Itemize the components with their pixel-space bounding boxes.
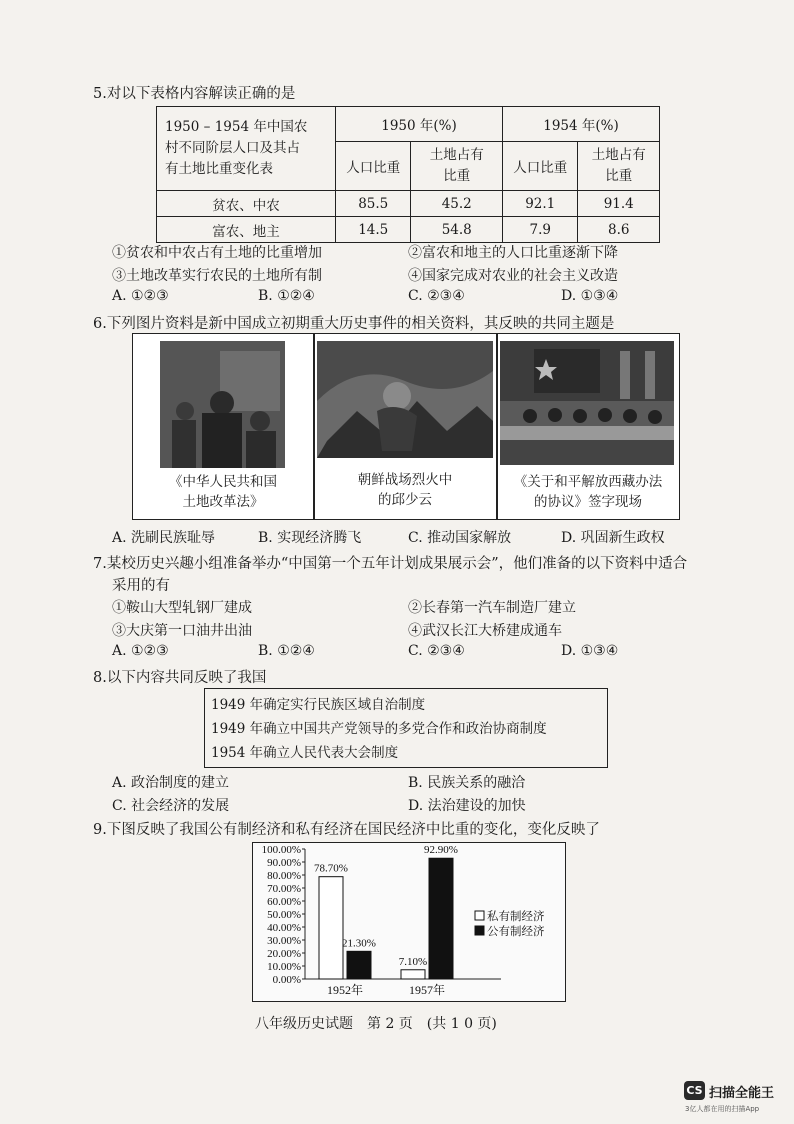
x-tick-label: 1952年	[326, 983, 364, 997]
q7-choice-a[interactable]: A. ①②③	[112, 643, 169, 659]
table-row: 贫农、中农 85.5 45.2 92.1 91.4	[157, 191, 660, 217]
header-1954: 1954 年(%)	[503, 107, 660, 142]
q8-stem: 8.以下内容共同反映了我国	[93, 670, 267, 686]
q8-box-line-1: 1949 年确定实行民族区域自治制度	[211, 697, 426, 713]
col-population-1954: 人口比重	[503, 142, 578, 191]
bar-private	[401, 970, 425, 979]
q6-choice-b[interactable]: B. 实现经济腾飞	[258, 530, 362, 546]
scanner-tagline: 3亿人都在用的扫描App	[685, 1105, 760, 1113]
table-corner-title: 1950 – 1954 年中国农 村不同阶层人口及其占 有土地比重变化表	[157, 107, 336, 191]
q5-item-1: ①贫农和中农占有土地的比重增加	[112, 245, 322, 261]
y-tick-label: 70.00%	[267, 883, 301, 895]
q7-item-4: ④武汉长江大桥建成通车	[408, 623, 562, 639]
data-label: 21.30%	[342, 937, 376, 950]
caption-land-reform: 《中华人民共和国 土地改革法》	[169, 474, 277, 510]
legend-swatch	[475, 926, 484, 935]
col-land-1954: 土地占有 比重	[578, 142, 660, 191]
y-tick-label: 90.00%	[267, 857, 301, 869]
land-reform-photo	[160, 341, 285, 468]
q5-choice-a[interactable]: A. ①②③	[112, 288, 169, 304]
scanner-watermark	[684, 1081, 784, 1115]
q8-choice-b[interactable]: B. 民族关系的融洽	[408, 775, 526, 791]
x-tick-label: 1957年	[408, 983, 446, 997]
y-tick-label: 80.00%	[267, 870, 301, 882]
q5-choice-d[interactable]: D. ①③④	[561, 288, 619, 304]
q8-choice-d[interactable]: D. 法治建设的加快	[408, 798, 526, 814]
y-tick-label: 60.00%	[267, 896, 301, 908]
data-label: 7.10%	[398, 955, 428, 968]
page-footer: 八年级历史试题 第 2 页 (共 1 0 页)	[255, 1016, 497, 1032]
q9-stem: 9.下图反映了我国公有制经济和私有经济在国民经济中比重的变化，变化反映了	[93, 822, 600, 838]
y-tick-label: 30.00%	[267, 935, 301, 947]
cs-logo-icon: CS	[684, 1081, 705, 1100]
caption-tibet-agreement: 《关于和平解放西藏办法 的协议》签字现场	[513, 474, 663, 510]
q6-image-strip	[132, 333, 680, 520]
q7-item-1: ①鞍山大型轧钢厂建成	[112, 600, 252, 616]
q6-choice-d[interactable]: D. 巩固新生政权	[561, 530, 665, 546]
legend-label: 私有制经济	[487, 911, 545, 923]
q8-box-line-3: 1954 年确立人民代表大会制度	[211, 745, 399, 761]
q5-stem: 5.对以下表格内容解读正确的是	[93, 86, 296, 102]
q7-choice-d[interactable]: D. ①③④	[561, 643, 619, 659]
y-tick-label: 50.00%	[267, 909, 301, 921]
scanner-name: 扫描全能王	[709, 1086, 775, 1101]
header-1950: 1950 年(%)	[336, 107, 503, 142]
q8-box-line-2: 1949 年确立中国共产党领导的多党合作和政治协商制度	[211, 721, 547, 737]
q7-stem-line1: 7.某校历史兴趣小组准备举办“中国第一个五年计划成果展示会”，他们准备的以下资料中适合	[93, 556, 688, 572]
q8-choice-a[interactable]: A. 政治制度的建立	[112, 775, 230, 791]
bar-public	[347, 951, 371, 979]
data-label: 92.90%	[424, 844, 458, 857]
y-tick-label: 20.00%	[267, 948, 301, 960]
q7-item-2: ②长春第一汽车制造厂建立	[408, 600, 576, 616]
bar-private	[319, 877, 343, 979]
legend-label: 公有制经济	[487, 926, 545, 938]
q5-choice-b[interactable]: B. ①②④	[258, 288, 315, 304]
caption-qiu-shaoyun: 朝鲜战场烈火中 的邱少云	[357, 472, 453, 508]
ownership-bar-chart	[252, 842, 566, 1002]
tibet-agreement-photo	[500, 341, 674, 465]
col-land-1950: 土地占有 比重	[411, 142, 503, 191]
q6-choice-a[interactable]: A. 洗刷民族耻辱	[112, 530, 216, 546]
qiu-shaoyun-painting	[317, 341, 493, 458]
q5-item-3: ③土地改革实行农民的土地所有制	[112, 268, 322, 284]
chart-svg	[253, 843, 565, 1001]
y-tick-label: 100.00%	[261, 844, 301, 856]
y-tick-label: 10.00%	[267, 961, 301, 973]
q5-item-4: ④国家完成对农业的社会主义改造	[408, 268, 618, 284]
q5-table	[156, 106, 660, 243]
q8-info-box	[204, 688, 608, 768]
y-tick-label: 0.00%	[272, 974, 301, 986]
q6-choice-c[interactable]: C. 推动国家解放	[408, 530, 512, 546]
legend-swatch	[475, 911, 484, 920]
q7-choice-c[interactable]: C. ②③④	[408, 643, 465, 659]
table-row: 富农、地主 14.5 54.8 7.9 8.6	[157, 217, 660, 243]
data-label: 78.70%	[314, 862, 348, 875]
q7-stem-line2: 采用的有	[112, 578, 170, 594]
q5-choice-c[interactable]: C. ②③④	[408, 288, 465, 304]
bar-public	[429, 858, 453, 979]
col-population-1950: 人口比重	[336, 142, 411, 191]
y-tick-label: 40.00%	[267, 922, 301, 934]
q7-choice-b[interactable]: B. ①②④	[258, 643, 315, 659]
q8-choice-c[interactable]: C. 社会经济的发展	[112, 798, 230, 814]
q6-stem: 6.下列图片资料是新中国成立初期重大历史事件的相关资料，其反映的共同主题是	[93, 316, 615, 332]
q7-item-3: ③大庆第一口油井出油	[112, 623, 252, 639]
q5-item-2: ②富农和地主的人口比重逐渐下降	[408, 245, 618, 261]
